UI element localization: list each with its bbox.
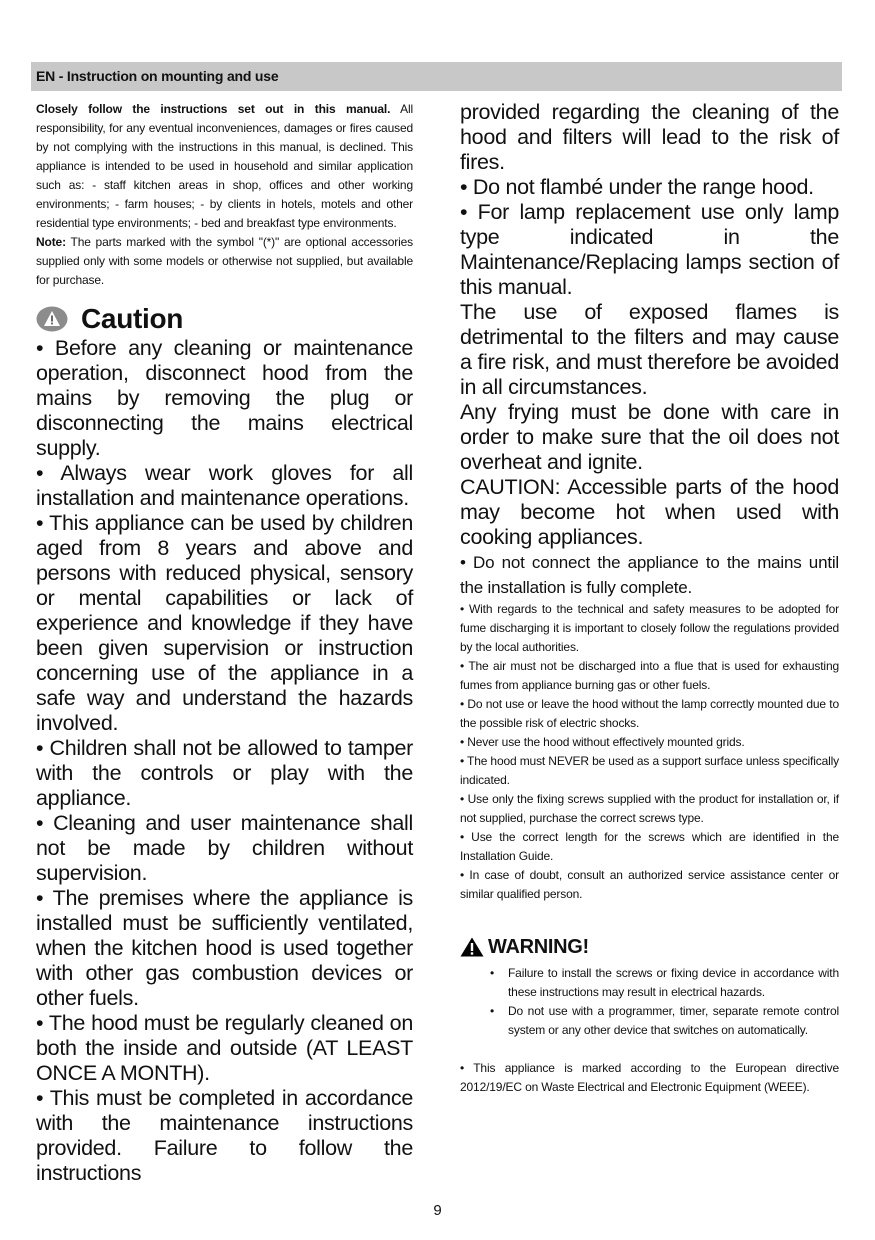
- caution-icon: [36, 306, 68, 332]
- caution-paragraph: Any frying must be done with care in order to make sure that the oil does not overheat and ignite.: [460, 400, 839, 474]
- right-column: [460, 100, 839, 1097]
- caution-paragraph: provided regarding the cleaning of the hood and filters will lead to the risk of fires.: [460, 100, 839, 174]
- section-header: EN - Instruction on mounting and use: [31, 62, 842, 91]
- warning-item-text: Failure to install the screws or fixing device in accordance with these instructions may result in electrical hazards.: [508, 966, 839, 999]
- safety-paragraph: • Use only the fixing screws supplied with the product for installation or, if not supplied, purchase the correct screws type.: [460, 792, 839, 825]
- note-text: The parts marked with the symbol "(*)" are optional accessories supplied only with some models or otherwise not supplied, but available for purchase.: [36, 235, 413, 287]
- safety-paragraph: • The air must not be discharged into a flue that is used for exhausting fumes from appliance burning gas or other fuels.: [460, 659, 839, 692]
- left-column: [36, 100, 413, 1186]
- bullet: •: [490, 966, 495, 980]
- safety-paragraph: • Do not use or leave the hood without the lamp correctly mounted due to the possible risk of electric shocks.: [460, 697, 839, 730]
- weee-paragraph: • This appliance is marked according to the European directive 2012/19/EC on Waste Electrical and Electronic Equipment (WEEE).: [460, 1061, 839, 1094]
- intro-lead-text: All responsibility, for any eventual inconveniences, damages or fires caused by not complying with the instructions in this manual, is declined. This appliance is intended to be used in household and similar application such as: - staff kitchen areas in shop, offices and other working environments; - farm houses; - by clients in hotels, motels and other residential type environments; - bed and breakfast type environments.: [36, 102, 413, 230]
- caution-paragraph: The use of exposed flames is detrimental to the filters and may cause a fire risk, and must therefore be avoided in all circumstances.: [460, 300, 839, 399]
- caution-heading: [36, 304, 413, 334]
- intro-lead-bold: Closely follow the instructions set out in this manual.: [36, 102, 391, 116]
- spacer: [460, 1040, 839, 1059]
- caution-paragraph: • This must be completed in accordance with the maintenance instructions provided. Failure to follow the instructions: [36, 1086, 413, 1185]
- safety-paragraph: • Use the correct length for the screws which are identified in the Installation Guide.: [460, 830, 839, 863]
- mains-connection-paragraph: • Do not connect the appliance to the mains until the installation is fully complete.: [460, 553, 839, 597]
- page-number: 9: [433, 1202, 442, 1219]
- warning-heading: [460, 934, 839, 960]
- warning-item: [460, 964, 839, 1002]
- warning-item-text: Do not use with a programmer, timer, separate remote control system or any other device that switches on automatically.: [508, 1004, 839, 1037]
- caution-paragraph: CAUTION: Accessible parts of the hood may become hot when used with cooking appliances.: [460, 475, 839, 549]
- caution-title: Caution: [81, 303, 184, 334]
- caution-paragraph: • This appliance can be used by children aged from 8 years and above and persons with reduced physical, sensory or mental capabilities or lack of experience and knowledge if they have been given supervision or instruction concerning use of the appliance in a safe way and understand the hazards involved.: [36, 511, 413, 735]
- safety-paragraph: • The hood must NEVER be used as a support surface unless specifically indicated.: [460, 754, 840, 787]
- bullet: •: [490, 1004, 495, 1018]
- caution-paragraph: • Do not flambé under the range hood.: [460, 175, 814, 199]
- caution-paragraph: • Always wear work gloves for all installation and maintenance operations.: [36, 461, 413, 510]
- caution-paragraph: • Before any cleaning or maintenance operation, disconnect hood from the mains by removing the plug or disconnecting the mains electrical supply.: [36, 336, 413, 460]
- caution-paragraph: • Cleaning and user maintenance shall not be made by children without supervision.: [36, 811, 413, 885]
- warning-list: [460, 964, 839, 1040]
- note-paragraph: [36, 233, 413, 290]
- intro-paragraph: [36, 100, 413, 233]
- warning-icon: [460, 937, 484, 957]
- safety-paragraph: • With regards to the technical and safety measures to be adopted for fume discharging it is important to closely follow the regulations provided by the local authorities.: [460, 602, 839, 654]
- warning-item: [460, 1002, 839, 1040]
- caution-paragraph: • The hood must be regularly cleaned on both the inside and outside (AT LEAST ONCE A MONTH).: [36, 1011, 413, 1085]
- safety-paragraph: • In case of doubt, consult an authorized service assistance center or similar qualified person.: [460, 868, 839, 901]
- note-label: Note:: [36, 235, 66, 249]
- caution-paragraph: • Children shall not be allowed to tamper with the controls or play with the appliance.: [36, 736, 413, 810]
- caution-paragraph: • For lamp replacement use only lamp type indicated in the Maintenance/Replacing lamps section of this manual.: [460, 200, 839, 299]
- safety-paragraph: • Never use the hood without effectively mounted grids.: [460, 735, 745, 749]
- caution-paragraph: • The premises where the appliance is installed must be sufficiently ventilated, when the kitchen hood is used together with other gas combustion devices or other fuels.: [36, 886, 413, 1010]
- warning-title: WARNING!: [488, 935, 589, 958]
